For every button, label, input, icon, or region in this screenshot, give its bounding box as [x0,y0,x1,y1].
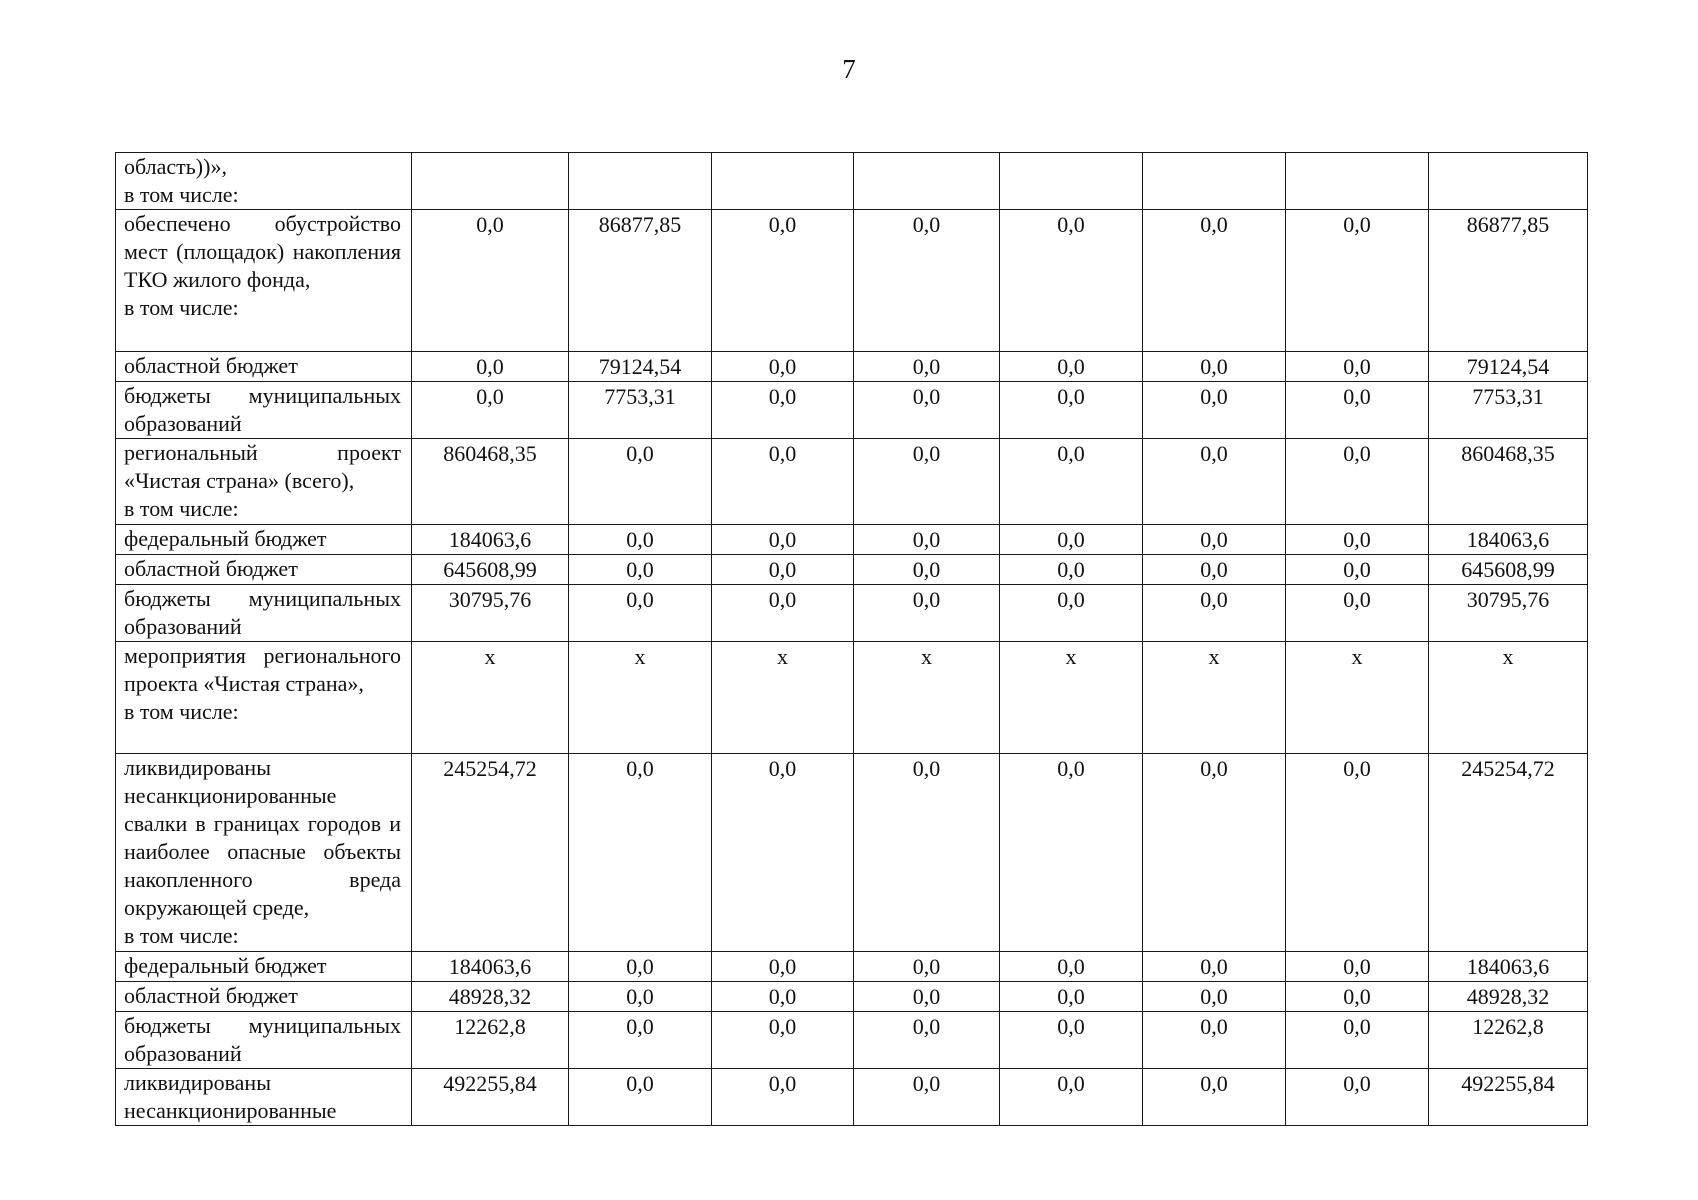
value-cell: 48928,32 [412,982,569,1012]
row-label [116,525,412,555]
row-label-line: область))», [124,154,227,179]
table-row [116,1069,1588,1126]
value-cell: 12262,8 [1429,1012,1588,1069]
row-label-line: бюджеты муниципальных образований [124,383,401,436]
row-label [116,754,412,952]
row-label [116,555,412,585]
table-row [116,642,1588,754]
value-cell: 0,0 [1143,1069,1286,1126]
value-cell: x [1286,642,1429,754]
value-cell: 0,0 [712,382,854,439]
value-cell: 0,0 [1143,352,1286,382]
value-cell: 0,0 [1286,382,1429,439]
row-label-line: региональный проект «Чистая страна» (всего), [124,440,401,493]
table-row [116,525,1588,555]
value-cell: 0,0 [412,382,569,439]
value-cell: 0,0 [712,1012,854,1069]
table-row [116,982,1588,1012]
value-cell: 0,0 [1000,952,1143,982]
value-cell: 0,0 [854,525,1000,555]
value-cell: 0,0 [569,1069,712,1126]
value-cell: 184063,6 [412,525,569,555]
value-cell: 0,0 [569,982,712,1012]
value-cell: 0,0 [1286,585,1429,642]
value-cell: 0,0 [854,952,1000,982]
value-cell: 30795,76 [412,585,569,642]
value-cell: 0,0 [1000,382,1143,439]
value-cell: 0,0 [569,525,712,555]
value-cell: 0,0 [854,352,1000,382]
value-cell: 0,0 [712,585,854,642]
row-label-line: мероприятия регионального проекта «Чистая страна», [124,643,401,696]
value-cell [1429,153,1588,210]
table-row [116,555,1588,585]
value-cell [569,153,712,210]
value-cell: 0,0 [854,439,1000,525]
value-cell: 860468,35 [1429,439,1588,525]
value-cell: 0,0 [1143,982,1286,1012]
value-cell: 48928,32 [1429,982,1588,1012]
row-label-line: в том числе: [124,699,239,724]
row-label-line: в том числе: [124,182,239,207]
value-cell: 0,0 [1000,352,1143,382]
value-cell: 0,0 [1000,585,1143,642]
value-cell: 0,0 [854,982,1000,1012]
value-cell: 0,0 [1286,1012,1429,1069]
value-cell: 0,0 [1286,952,1429,982]
row-label [116,1012,412,1069]
value-cell: 86877,85 [1429,210,1588,352]
table-row [116,352,1588,382]
row-label-line: областной бюджет [124,983,298,1008]
value-cell: 86877,85 [569,210,712,352]
row-label-line: бюджеты муниципальных образований [124,586,401,639]
value-cell: 79124,54 [1429,352,1588,382]
value-cell: 492255,84 [1429,1069,1588,1126]
value-cell: 245254,72 [412,754,569,952]
row-label [116,952,412,982]
row-label-line: федеральный бюджет [124,953,327,978]
value-cell [412,153,569,210]
row-label-line: федеральный бюджет [124,526,327,551]
value-cell: 0,0 [854,1012,1000,1069]
value-cell: x [712,642,854,754]
value-cell [1000,153,1143,210]
value-cell: 0,0 [569,952,712,982]
value-cell: 0,0 [412,352,569,382]
value-cell: 492255,84 [412,1069,569,1126]
value-cell [1143,153,1286,210]
value-cell [854,153,1000,210]
row-label-line: в том числе: [124,923,239,948]
row-label-line: в том числе: [124,496,239,521]
value-cell: 0,0 [854,585,1000,642]
row-label [116,439,412,525]
value-cell: 0,0 [854,754,1000,952]
value-cell: 0,0 [712,754,854,952]
row-label-line: бюджеты муниципальных образований [124,1013,401,1066]
value-cell: x [854,642,1000,754]
value-cell: 0,0 [569,439,712,525]
row-label [116,982,412,1012]
value-cell: 0,0 [569,585,712,642]
table-row [116,439,1588,525]
value-cell: 0,0 [1000,982,1143,1012]
table-row [116,382,1588,439]
value-cell: 0,0 [1000,1012,1143,1069]
table-row [116,153,1588,210]
value-cell: 0,0 [1000,754,1143,952]
row-label-line: обеспечено обустройство мест (площадок) накопления ТКО жилого фонда, [124,211,401,292]
value-cell: 0,0 [1143,439,1286,525]
value-cell: 0,0 [1000,210,1143,352]
value-cell: x [1000,642,1143,754]
value-cell: 0,0 [712,525,854,555]
table-row [116,1012,1588,1069]
value-cell: 0,0 [1286,555,1429,585]
value-cell: 0,0 [1143,1012,1286,1069]
value-cell: x [412,642,569,754]
value-cell: 0,0 [854,1069,1000,1126]
value-cell: 0,0 [569,1012,712,1069]
value-cell: 0,0 [1286,210,1429,352]
value-cell: 0,0 [712,982,854,1012]
value-cell: x [1143,642,1286,754]
value-cell: 0,0 [1143,585,1286,642]
value-cell: 0,0 [1286,439,1429,525]
row-label [116,153,412,210]
value-cell: 0,0 [1000,439,1143,525]
value-cell: 184063,6 [412,952,569,982]
value-cell: 0,0 [1143,525,1286,555]
value-cell: 0,0 [712,952,854,982]
value-cell: 645608,99 [412,555,569,585]
row-label [116,210,412,352]
value-cell: 0,0 [1000,525,1143,555]
value-cell: 645608,99 [1429,555,1588,585]
row-label-line: областной бюджет [124,556,298,581]
row-label-line: областной бюджет [124,353,298,378]
value-cell: x [569,642,712,754]
row-label-line: ликвидированы несанкционированные [124,1070,337,1123]
value-cell: 0,0 [1000,1069,1143,1126]
value-cell: 0,0 [412,210,569,352]
value-cell: 30795,76 [1429,585,1588,642]
value-cell: 0,0 [712,210,854,352]
value-cell: x [1429,642,1588,754]
value-cell: 0,0 [1143,754,1286,952]
value-cell: 7753,31 [569,382,712,439]
budget-table [115,152,1588,1126]
value-cell [712,153,854,210]
value-cell: 0,0 [854,555,1000,585]
value-cell: 0,0 [1286,352,1429,382]
value-cell: 860468,35 [412,439,569,525]
row-label [116,585,412,642]
value-cell: 0,0 [1143,382,1286,439]
value-cell: 0,0 [712,1069,854,1126]
value-cell: 0,0 [1286,754,1429,952]
page-number: 7 [842,54,856,84]
row-label [116,642,412,754]
value-cell: 79124,54 [569,352,712,382]
value-cell: 0,0 [1143,210,1286,352]
value-cell: 0,0 [569,754,712,952]
value-cell: 0,0 [854,382,1000,439]
table-body [116,153,1588,1126]
value-cell: 12262,8 [412,1012,569,1069]
row-label [116,382,412,439]
row-label-line: ликвидированы несанкционированные свалки в границах городов и наиболее опасные объекты накопленного вреда окружающей среде, [124,755,401,920]
row-label [116,352,412,382]
value-cell: 0,0 [1143,555,1286,585]
table-row [116,210,1588,352]
value-cell: 184063,6 [1429,952,1588,982]
value-cell: 0,0 [1286,1069,1429,1126]
value-cell: 0,0 [569,555,712,585]
value-cell: 0,0 [1143,952,1286,982]
value-cell: 0,0 [1000,555,1143,585]
row-label [116,1069,412,1126]
value-cell: 0,0 [854,210,1000,352]
table-row [116,585,1588,642]
value-cell: 0,0 [1286,525,1429,555]
value-cell [1286,153,1429,210]
value-cell: 0,0 [712,439,854,525]
row-label-line: в том числе: [124,295,239,320]
value-cell: 0,0 [712,352,854,382]
table-row [116,952,1588,982]
value-cell: 0,0 [712,555,854,585]
value-cell: 0,0 [1286,982,1429,1012]
value-cell: 245254,72 [1429,754,1588,952]
value-cell: 184063,6 [1429,525,1588,555]
table-row [116,754,1588,952]
value-cell: 7753,31 [1429,382,1588,439]
